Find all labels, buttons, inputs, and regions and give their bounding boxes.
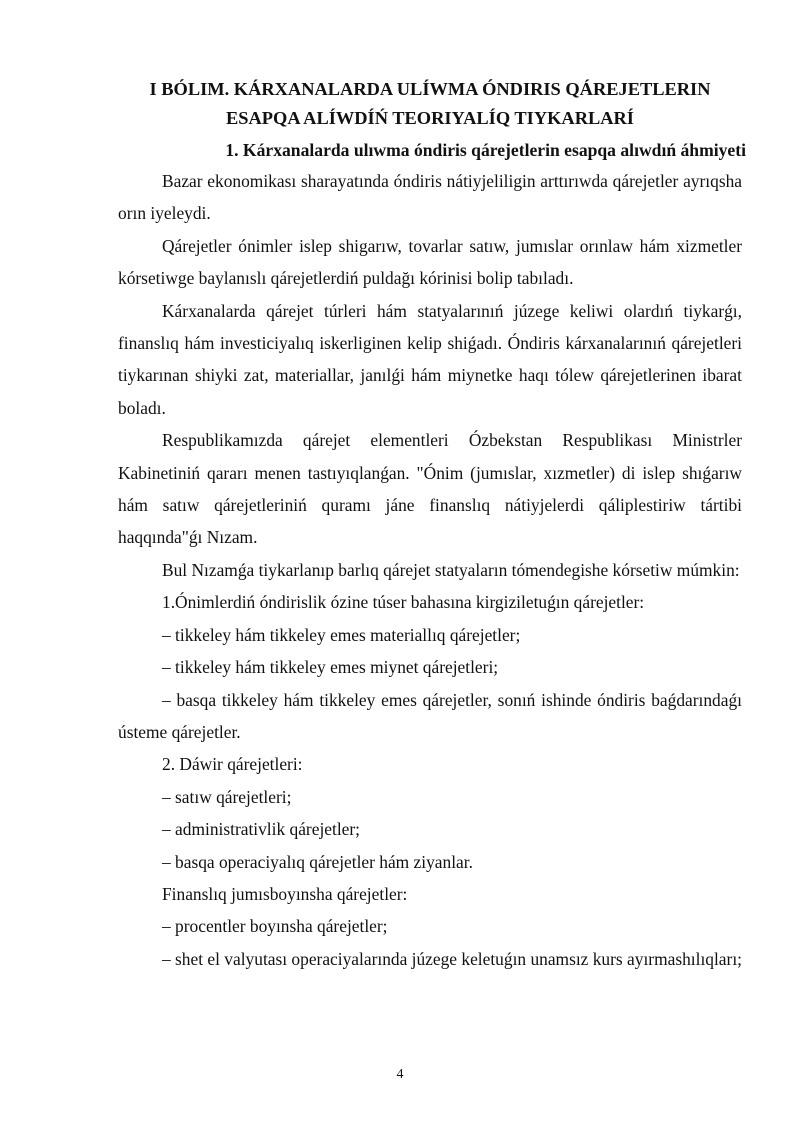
list-item: – tikkeley hám tikkeley emes miynet qárejetleri; — [162, 657, 499, 678]
chapter-heading-line-2: ESAPQA ALÍWDÍŃ TEORIYALÍQ TIYKARLARÍ — [226, 108, 634, 128]
list-item: – administrativlik qárejetler; — [162, 819, 360, 840]
list-item: – tikkeley hám tikkeley emes materiallıq qárejetler; — [162, 624, 521, 645]
list-item-wrapped: – basqa tikkeley hám tikkeley emes qárejetler, sonıń ishinde óndiris baǵdarındaǵı ústeme qárejetler. — [118, 689, 742, 742]
list-item-wrapped: – shet el valyutası operaciyalarında júzege keletuǵın unamsız kurs ayırmashılıqları; — [162, 948, 742, 969]
chapter-heading-line-1: I BÓLIM. KÁRXANALARDA ULÍWMA ÓNDIRIS QÁREJETLERIN — [149, 79, 711, 99]
chapter-heading — [110, 75, 750, 133]
paragraph-3: Kárxanalarda qárejet túrleri hám statyalarınıń júzege keliwi olardıń tiykarǵı, finanslıq hám investiciyalıq iskerliginen kelip shiǵadı. Óndiris kárxanalarınıń qárejetleri tiykarınan shiyki zat, materiallar, janılǵi hám miynetke haqı tólew qárejetlerinen ibarat boladı. — [118, 300, 742, 418]
section-title: 1. Kárxanalarda ulıwma óndiris qárejetlerin esapqa alıwdıń áhmiyeti — [225, 140, 746, 160]
page-number: 4 — [396, 1067, 404, 1082]
list-item: Finanslıq jumısboyınsha qárejetler: — [162, 883, 408, 904]
list-item: – procentler boyınsha qárejetler; — [162, 916, 388, 937]
paragraph-2: Qárejetler ónimler islep shigarıw, tovarlar satıw, jumıslar orınlaw hám xizmetler kórsetiwge baylanıslı qárejetlerdiń puldağı kórinisi bolip tabıladı. — [118, 235, 742, 289]
list-item: 2. Dáwir qárejetleri: — [162, 754, 303, 775]
page-content — [118, 75, 746, 975]
paragraph-1: Bazar ekonomikası sharayatında óndiris nátiyjeliligin arttırıwda qárejetler ayrıqsha orın iyeleydi. — [118, 171, 742, 224]
list-item: 1.Ónimlerdiń óndirislik ózine túser bahasına kirgiziletuǵın qárejetler: — [162, 592, 645, 613]
paragraph-4: Respublikamızda qárejet elementleri Ózbekstan Respublikası Ministrler Kabinetiniń qararı menen tastıyıqlanǵan. "Ónim (jumıslar, xızmetler) di islep shıǵarıw hám satıw qárejetleriniń quramı jáne finanslıq nátiyjelerdi qáliplestiriw tártibi haqqında"ǵı Nızam. — [118, 430, 742, 548]
list-item: – satıw qárejetleri; — [162, 786, 292, 807]
list-item: – basqa operaciyalıq qárejetler hám ziyanlar. — [162, 851, 473, 872]
paragraph-5: Bul Nızamǵa tiykarlanıp barlıq qárejet statyaların tómendegishe kórsetiw múmkin: — [162, 559, 740, 580]
